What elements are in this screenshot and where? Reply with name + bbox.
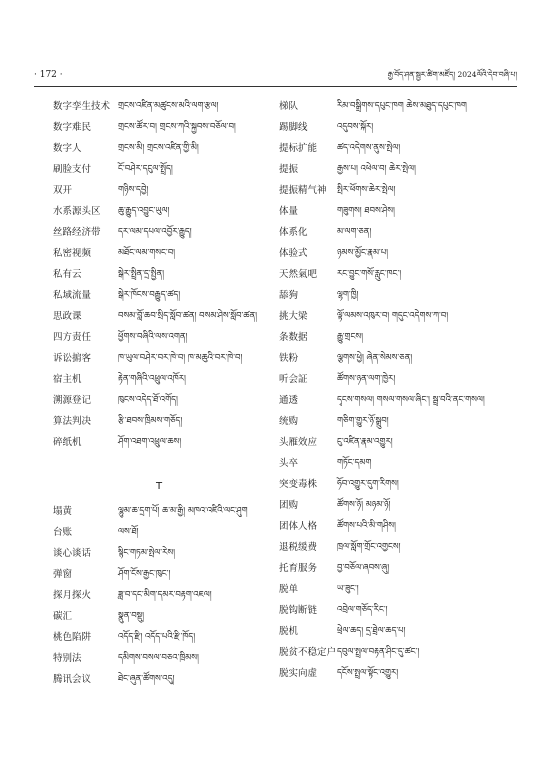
header-rule <box>34 86 517 87</box>
tibetan-translation: སྤིར་ཕོགས་ཆེར་སྤེལ། <box>337 185 396 195</box>
tibetan-translation: སྒེར་ཁོངས་བརྒྱུད་ཚད། <box>118 290 181 300</box>
tibetan-translation: སྙིང་གཏམ་སྤེལ་རེས། <box>118 548 176 558</box>
dictionary-entry <box>53 180 265 201</box>
chinese-term: 私有云 <box>53 269 82 280</box>
tibetan-translation: ཆུ་རྒྱུད་འབྱུང་ཡུལ། <box>118 206 170 216</box>
tibetan-translation: ཕྱོགས་བཞིའི་ལས་འགན། <box>118 332 188 342</box>
dictionary-entry <box>279 558 509 579</box>
dictionary-entry <box>53 585 265 606</box>
tibetan-translation: མ་ལག་ཅན། <box>337 227 372 237</box>
dictionary-entry <box>279 516 509 537</box>
tibetan-translation: ངུ་འཛིན་རྣམ་འགྱུར། <box>337 437 393 447</box>
tibetan-translation: ལྷུམ་ཆ་དྲག་པོ། ཆ་མ་རྒྱི། མཁའ་འཛིའི་ལང་ཤུག <box>118 506 248 516</box>
chinese-term: 数字难民 <box>53 122 92 133</box>
left-entries-bottom <box>53 501 265 690</box>
dictionary-entry <box>279 285 509 306</box>
chinese-term: 双开 <box>53 185 73 196</box>
tibetan-translation: ཧོབ་འགྱུར་དུག་རིགས། <box>337 479 399 489</box>
left-entries-top <box>53 96 265 453</box>
tibetan-translation: རྩི་ཐབས་ཁྲིམས་གཅོད། <box>118 416 183 426</box>
tibetan-translation: གྲངས་མི། གྲངས་འཛིན་གྱི་མི། <box>118 143 199 153</box>
dictionary-entry <box>53 138 265 159</box>
tibetan-translation: གྲངས་འཛིན་མཚུངས་མའི་ལག་རྩལ། <box>118 101 219 111</box>
chinese-term: 天然氣吧 <box>279 269 318 280</box>
section-letter: T <box>155 481 163 492</box>
dictionary-entry <box>53 348 265 369</box>
dictionary-entry <box>53 522 265 543</box>
right-entries <box>279 96 509 684</box>
dictionary-entry <box>279 306 509 327</box>
dictionary-entry <box>53 606 265 627</box>
tibetan-translation: བྱ་བཅོལ་ཞབས་ཞུ། <box>337 563 390 573</box>
chinese-term: 体系化 <box>279 227 308 238</box>
tibetan-translation: རྒྱུ་གྲངས། <box>337 332 364 342</box>
tibetan-translation: དངོས་སྤྲལ་སྟོང་འགྱུར། <box>337 668 399 678</box>
chinese-term: 头雁效应 <box>279 437 318 448</box>
chinese-term: 托育服务 <box>279 563 318 574</box>
dictionary-entry <box>53 411 265 432</box>
chinese-term: 碎纸机 <box>53 437 82 448</box>
chinese-term: 算法判决 <box>53 416 92 427</box>
dictionary-entry <box>53 201 265 222</box>
dictionary-entry <box>53 669 265 690</box>
tibetan-translation: གཟུགས། ཐབས་ཤེས། <box>337 206 395 216</box>
tibetan-translation: གཏོང་དམག <box>337 458 372 468</box>
chinese-term: 体量 <box>279 206 299 217</box>
tibetan-translation: ཁ་ཡུལ་བཤེར་བར་ཁེ་བ། ཁ་མཆུའི་བར་ཁེ་བ། <box>118 353 243 363</box>
chinese-term: 突变毒株 <box>279 479 318 490</box>
chinese-term: 条数据 <box>279 332 308 343</box>
dictionary-entry <box>279 348 509 369</box>
chinese-term: 刷脸支付 <box>53 164 92 175</box>
chinese-term: 数字孪生技术 <box>53 101 111 112</box>
tibetan-translation: ལྷག་ཁྱི། <box>337 290 359 300</box>
tibetan-translation: ཡ་ཟུང་། <box>337 584 359 594</box>
chinese-term: 水系源头区 <box>53 206 101 217</box>
dictionary-entry <box>279 327 509 348</box>
dictionary-entry <box>53 159 265 180</box>
chinese-term: 通透 <box>279 395 299 406</box>
tibetan-translation: ལྕགས་ཕྱེ། ཞེན་སེམས་ཅན། <box>337 353 413 363</box>
dictionary-entry <box>279 138 509 159</box>
chinese-term: 谈心谈话 <box>53 548 92 559</box>
chinese-term: 头卒 <box>279 458 299 469</box>
chinese-term: 踢脚线 <box>279 122 308 133</box>
dictionary-entry <box>279 243 509 264</box>
dictionary-entry <box>279 600 509 621</box>
tibetan-translation: དབུལ་སྤྲལ་བརྟན་ཤིང་དུ་ཚང་། <box>337 647 420 657</box>
chinese-term: 梯队 <box>279 101 299 112</box>
dictionary-entry <box>53 369 265 390</box>
chinese-term: 宿主机 <box>53 374 82 385</box>
chinese-term: 舔狗 <box>279 290 299 301</box>
tibetan-translation: རྒྱས་པ། འཕེལ་བ། ཆེར་སྤེལ། <box>337 164 416 174</box>
chinese-term: 四方责任 <box>53 332 92 343</box>
chinese-term: 脱机 <box>279 626 299 637</box>
tibetan-translation: སྣུན་བསྡུ། <box>118 611 145 621</box>
tibetan-translation: ཉམས་མྱོང་རྣམ་པ། <box>337 248 389 258</box>
chinese-term: 挑大梁 <box>279 311 308 322</box>
chinese-term: 台账 <box>53 527 73 538</box>
dictionary-entry <box>279 201 509 222</box>
tibetan-translation: མཐོང་ལམ་གསང་བ། <box>118 248 176 258</box>
tibetan-translation: ཐེང་ཞུན་ཚོགས་འདུ། <box>118 674 175 684</box>
dictionary-entry <box>53 627 265 648</box>
tibetan-translation: འབྲེལ་གཅོད་རིང་། <box>337 605 388 615</box>
dictionary-entry <box>279 369 509 390</box>
page-header <box>34 67 517 83</box>
dictionary-entry <box>279 390 509 411</box>
dictionary-entry <box>279 621 509 642</box>
chinese-term: 铁粉 <box>279 353 299 364</box>
tibetan-translation: གཅིག་གྱུར་ཉོ་སྒྲུབ། <box>337 416 389 426</box>
chinese-term: 统购 <box>279 416 299 427</box>
dictionary-entry <box>53 327 265 348</box>
dictionary-entry <box>53 243 265 264</box>
right-column <box>279 96 509 684</box>
tibetan-translation: རང་བྱུང་གསོ་རླུང་ཁང་། <box>337 269 402 279</box>
tibetan-translation: ཚད་འདེགས་ནུས་སྤེལ། <box>337 143 401 153</box>
chinese-term: 碳汇 <box>53 611 73 622</box>
tibetan-translation: རིམ་བསྒྲིགས་དཔུང་ཁག ཆེས་མཐུད་དཔུང་ཁག <box>337 101 467 111</box>
dictionary-entry <box>53 432 265 453</box>
tibetan-translation: དམིགས་བསལ་བཅའ་ཁྲིམས། <box>118 653 199 663</box>
tibetan-translation: གྲངས་ཚོར་བ། གྲངས་ཀའི་སྐྱབས་བཅོལ་བ། <box>118 122 236 132</box>
chinese-term: 弹窗 <box>53 569 73 580</box>
dictionary-entry <box>279 222 509 243</box>
running-title: རྒྱ་བོད་ཤན་སྦྱར་ཚིག་མཛོད། 2024ལོའི་དེབ་བཞི་པ། <box>387 70 517 79</box>
tibetan-translation: དྭངས་གསལ། གསལ་གསལ་ཞིང་། སྦྲ་བའི་ནང་གསལ། <box>337 395 485 405</box>
chinese-term: 脱钩断链 <box>279 605 318 616</box>
chinese-term: 桃色陷阱 <box>53 632 92 643</box>
tibetan-translation: ལས་ཐོ། <box>118 527 139 537</box>
chinese-term: 提振 <box>279 164 299 175</box>
dictionary-entry <box>279 180 509 201</box>
dictionary-entry <box>279 159 509 180</box>
chinese-term: 团体人格 <box>279 521 318 532</box>
chinese-term: 私域流量 <box>53 290 92 301</box>
dictionary-entry <box>53 96 265 117</box>
dictionary-entry <box>53 264 265 285</box>
chinese-term: 溯源登记 <box>53 395 92 406</box>
tibetan-translation: ཚོགས་ཉན་ལག་ཁྱེར། <box>337 374 396 384</box>
dictionary-entry <box>279 264 509 285</box>
dictionary-entry <box>279 117 509 138</box>
dictionary-entry <box>279 96 509 117</box>
tibetan-translation: ཁྲལ་སློག་གྲོང་འགྱངས། <box>337 542 401 552</box>
dictionary-entry <box>279 474 509 495</box>
chinese-term: 探月探火 <box>53 590 92 601</box>
chinese-term: 脱单 <box>279 584 299 595</box>
dictionary-entry <box>279 411 509 432</box>
chinese-term: 腾讯会议 <box>53 674 92 685</box>
tibetan-translation: ཤོག་ངོས་རྒྱང་ཁུང་། <box>118 569 171 579</box>
left-column <box>53 96 265 690</box>
chinese-term: 思政课 <box>53 311 82 322</box>
dictionary-entry <box>279 642 509 663</box>
tibetan-translation: ཟླ་བ་དང་མིག་དམར་བརྟག་འཇལ། <box>118 590 212 600</box>
tibetan-translation: ཁུངས་འདེད་ཐོ་འགོད། <box>118 395 178 405</box>
chinese-term: 退税缓费 <box>279 542 318 553</box>
dictionary-entry <box>53 648 265 669</box>
tibetan-translation: ཕྲེལ་ཆད། དྲ་ཐྲེལ་ཆད་པ། <box>337 626 406 636</box>
dictionary-entry <box>53 306 265 327</box>
chinese-term: 诉讼掮客 <box>53 353 92 364</box>
tibetan-translation: སྒེར་སྤྲིན་དྲ་སྤྱིན། <box>118 269 165 279</box>
tibetan-translation: དར་ལམ་དཔལ་འབྱོར་རྒྱུད། <box>118 227 192 237</box>
tibetan-translation: འདུབས་སྐོར། <box>337 122 374 132</box>
page-number: · 172 · <box>34 70 63 80</box>
chinese-term: 听会証 <box>279 374 308 385</box>
chinese-term: 特别法 <box>53 653 82 664</box>
tibetan-translation: ལྟོ་ལམས་འཁུར་བ། གདུང་འདེགས་ཀ་བ། <box>337 311 449 321</box>
dictionary-entry <box>53 543 265 564</box>
chinese-term: 提振精气神 <box>279 185 327 196</box>
dictionary-entry <box>53 390 265 411</box>
chinese-term: 数字人 <box>53 143 82 154</box>
tibetan-translation: ཚོགས་པའི་མི་གཤིས། <box>337 521 396 531</box>
chinese-term: 丝路经济带 <box>53 227 101 238</box>
dictionary-entry <box>53 117 265 138</box>
chinese-term: 体验式 <box>279 248 308 259</box>
dictionary-entry <box>279 453 509 474</box>
dictionary-entry <box>279 579 509 600</box>
tibetan-translation: ཚོགས་ཉོ། མཉམ་ཉོ། <box>337 500 391 510</box>
tibetan-translation: ཤོག་འཐག་འཕྲུལ་ཆས། <box>118 437 182 447</box>
chinese-term: 脱贫不稳定户 <box>279 647 337 658</box>
tibetan-translation: རྟེན་གཞིའི་འཕྲུལ་འཁོར། <box>118 374 186 384</box>
dictionary-entry <box>53 501 265 522</box>
chinese-term: 提标扩能 <box>279 143 318 154</box>
tibetan-translation: འདོད་རྫི། འདོད་པའི་རྫི་ཁོད། <box>118 632 196 642</box>
tibetan-translation: ངོ་བཤེར་དངུལ་སྤྲོད། <box>118 164 173 174</box>
dictionary-entry <box>53 564 265 585</box>
tibetan-translation: བསམ་བློ་ཆབ་སྲིད་སློབ་ཚན། བསམ་ཤེས་སློབ་ཚན། <box>118 311 258 321</box>
dictionary-entry <box>53 285 265 306</box>
chinese-term: 脱实向虚 <box>279 668 318 679</box>
dictionary-entry <box>279 495 509 516</box>
dictionary-entry <box>279 663 509 684</box>
dictionary-entry <box>53 222 265 243</box>
chinese-term: 塌黄 <box>53 506 73 517</box>
chinese-term: 团购 <box>279 500 299 511</box>
chinese-term: 私密视频 <box>53 248 92 259</box>
dictionary-entry <box>279 432 509 453</box>
dictionary-entry <box>279 537 509 558</box>
tibetan-translation: གཉིས་དབྱེ། <box>118 185 149 195</box>
